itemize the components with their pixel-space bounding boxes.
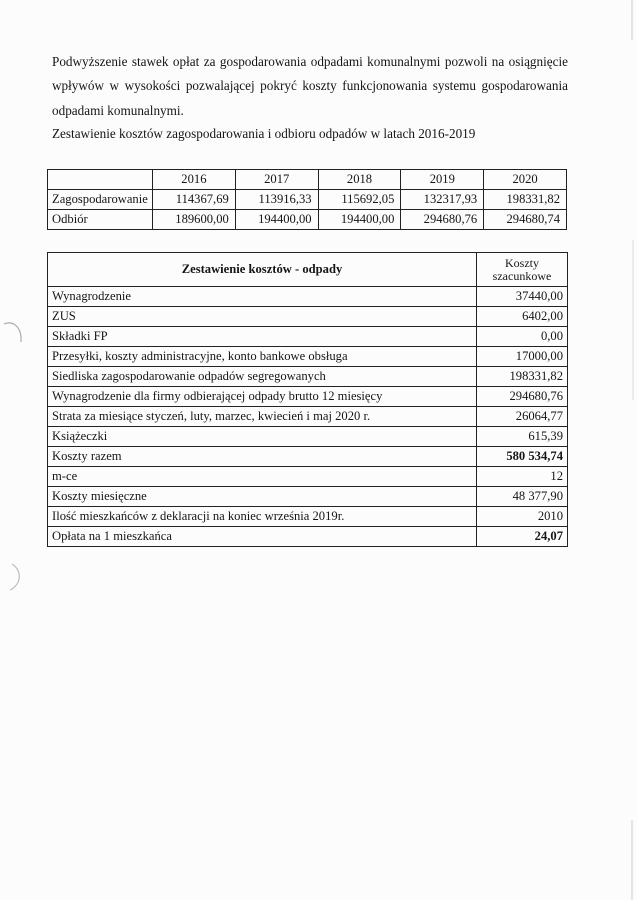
row-value: 0,00 bbox=[477, 327, 568, 347]
waste-cost-summary-table bbox=[47, 252, 568, 547]
table-row bbox=[48, 210, 567, 230]
year-header: 2017 bbox=[235, 170, 318, 190]
row-value: 12 bbox=[477, 467, 568, 487]
table-row bbox=[48, 367, 568, 387]
row-label: Książeczki bbox=[48, 427, 477, 447]
table-row bbox=[48, 427, 568, 447]
table-cell-empty bbox=[48, 170, 153, 190]
row-value: 615,39 bbox=[477, 427, 568, 447]
table-row bbox=[48, 507, 568, 527]
table-row bbox=[48, 467, 568, 487]
table-cell: 194400,00 bbox=[235, 210, 318, 230]
table-cell: 198331,82 bbox=[484, 190, 567, 210]
row-value: 6402,00 bbox=[477, 307, 568, 327]
section-caption: Zestawienie kosztów zagospodarowania i odbioru odpadów w latach 2016-2019 bbox=[52, 126, 476, 141]
intro-line-3: odpadami komunalnymi. bbox=[52, 103, 184, 118]
table-row bbox=[48, 387, 568, 407]
row-label: m-ce bbox=[48, 467, 477, 487]
table-header-row bbox=[48, 253, 568, 287]
year-header: 2020 bbox=[484, 170, 567, 190]
binder-hole-mark-bottom bbox=[0, 560, 26, 594]
row-value: 2010 bbox=[477, 507, 568, 527]
table-row bbox=[48, 190, 567, 210]
column-header bbox=[477, 253, 568, 287]
years-cost-table bbox=[47, 169, 567, 230]
table-row-total bbox=[48, 447, 568, 467]
row-value: 48 377,90 bbox=[477, 487, 568, 507]
table-cell: 294680,74 bbox=[484, 210, 567, 230]
year-header: 2019 bbox=[401, 170, 484, 190]
table-row bbox=[48, 487, 568, 507]
row-label: Przesyłki, koszty administracyjne, konto bankowe obsługa bbox=[48, 347, 477, 367]
row-value: 17000,00 bbox=[477, 347, 568, 367]
row-label: ZUS bbox=[48, 307, 477, 327]
intro-line-1: Podwyższenie stawek opłat za gospodarowania odpadami komunalnymi pozwoli na osiągnięcie bbox=[52, 54, 568, 69]
table-cell: 115692,05 bbox=[318, 190, 401, 210]
row-label: Opłata na 1 mieszkańca bbox=[48, 527, 477, 547]
table-cell: 189600,00 bbox=[153, 210, 236, 230]
column-header-line-1: Koszty bbox=[505, 255, 539, 270]
row-value: 26064,77 bbox=[477, 407, 568, 427]
fee-per-resident-value: 24,07 bbox=[477, 527, 568, 547]
total-cost-value: 580 534,74 bbox=[477, 447, 568, 467]
row-label: Wynagrodzenie dla firmy odbierającej odpady brutto 12 miesięcy bbox=[48, 387, 477, 407]
row-label: Wynagrodzenie bbox=[48, 287, 477, 307]
row-value: 37440,00 bbox=[477, 287, 568, 307]
table-cell: 113916,33 bbox=[235, 190, 318, 210]
row-label: Strata za miesiące styczeń, luty, marzec, kwiecień i maj 2020 r. bbox=[48, 407, 477, 427]
table-title: Zestawienie kosztów - odpady bbox=[48, 253, 477, 287]
table-header-row bbox=[48, 170, 567, 190]
year-header: 2016 bbox=[153, 170, 236, 190]
row-label: Koszty miesięczne bbox=[48, 487, 477, 507]
row-label: Składki FP bbox=[48, 327, 477, 347]
column-header-line-2: szacunkowe bbox=[492, 268, 552, 283]
table-row bbox=[48, 287, 568, 307]
table-cell: 194400,00 bbox=[318, 210, 401, 230]
row-label: Koszty razem bbox=[48, 447, 477, 467]
table-row bbox=[48, 407, 568, 427]
scan-edge-mark bbox=[620, 0, 637, 900]
table-cell: 114367,69 bbox=[153, 190, 236, 210]
table-row bbox=[48, 347, 568, 367]
row-label: Siedliska zagospodarowanie odpadów segregowanych bbox=[48, 367, 477, 387]
intro-line-2: wpływów w wysokości pozwalającej pokryć koszty funkcjonowania systemu gospodarowania bbox=[52, 78, 568, 93]
row-label: Odbiór bbox=[48, 210, 153, 230]
table-row bbox=[48, 307, 568, 327]
row-value: 198331,82 bbox=[477, 367, 568, 387]
row-label: Ilość mieszkańców z deklaracji na koniec września 2019r. bbox=[48, 507, 477, 527]
year-header: 2018 bbox=[318, 170, 401, 190]
table-row-fee bbox=[48, 527, 568, 547]
binder-hole-mark-top bbox=[0, 318, 26, 348]
row-label: Zagospodarowanie bbox=[48, 190, 153, 210]
row-value: 294680,76 bbox=[477, 387, 568, 407]
table-row bbox=[48, 327, 568, 347]
table-cell: 294680,76 bbox=[401, 210, 484, 230]
table-cell: 132317,93 bbox=[401, 190, 484, 210]
